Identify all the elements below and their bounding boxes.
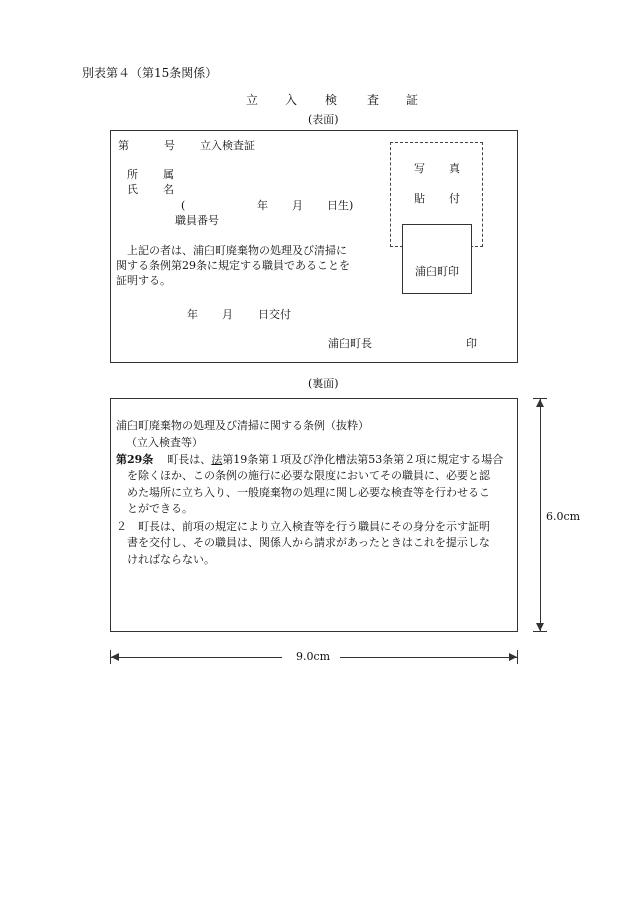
- article-text: 町長は、: [167, 453, 212, 466]
- birth-year: 年: [257, 199, 268, 212]
- seal-mark: 印: [466, 337, 477, 350]
- affiliation-label-2: 属: [163, 168, 174, 181]
- name-label-2: 名: [163, 183, 174, 196]
- article-line: とができる。: [127, 502, 193, 515]
- form-title-char: 立: [246, 93, 259, 107]
- form-title-char: 証: [406, 93, 419, 107]
- article-line: [116, 453, 503, 467]
- width-arrow-right: [509, 653, 517, 661]
- photo-text: 貼: [414, 192, 425, 205]
- issue-year: 年: [187, 308, 198, 321]
- birth-open-paren: (: [181, 199, 186, 212]
- affiliation-label-1: 所: [127, 168, 138, 181]
- issue-month: 月: [222, 308, 233, 321]
- width-dimension-line: [110, 657, 282, 658]
- issue-day: 日交付: [258, 308, 291, 321]
- article-line: めた場所に立ち入り、一般廃棄物の処理に関し必要な検査等を行わせるこ: [127, 486, 490, 499]
- height-dimension-tick: [533, 631, 547, 632]
- paragraph-2-line: ければならない。: [127, 553, 215, 566]
- height-dimension-label: 6.0cm: [546, 510, 581, 523]
- width-arrow-left: [111, 653, 119, 661]
- paragraph-2-line: ２ 町長は、前項の規定により立入検査等を行う職員にその身分を示す証明: [116, 520, 490, 533]
- number-suffix: 号: [164, 139, 175, 152]
- inspection-cert-title: 立入検査証: [200, 139, 255, 152]
- birth-month: 月: [292, 199, 303, 212]
- mayor-label: 浦臼町長: [328, 337, 372, 350]
- photo-text: 真: [449, 162, 460, 175]
- statement-line: 関する条例第29条に規定する職員であることを: [116, 259, 350, 272]
- annex-table-reference: 別表第４（第15条関係）: [82, 66, 218, 80]
- paragraph-2-line: 書を交付し、その職員は、関係人から請求があったときはこれを提示しな: [127, 536, 490, 549]
- section-heading: （立入検査等）: [126, 436, 203, 449]
- height-arrow-down: [536, 623, 544, 631]
- back-side-label: (裏面): [308, 377, 339, 390]
- article-text: 第19条第１項及び浄化槽法第53条第２項に規定する場合: [222, 453, 504, 466]
- height-arrow-up: [536, 399, 544, 407]
- front-side-label: (表面): [308, 113, 339, 126]
- article-label: 第29条: [116, 453, 154, 466]
- law-reference: 法: [211, 453, 223, 466]
- staff-number-label: 職員番号: [175, 214, 219, 227]
- town-seal-label: 浦臼町印: [415, 265, 459, 278]
- statement-line: 証明する。: [116, 274, 171, 287]
- birth-day: 日生): [327, 199, 354, 212]
- width-dimension-line: [340, 657, 518, 658]
- article-line: を除くほか、この条例の施行に必要な限度においてその職員に、必要と認: [127, 469, 490, 482]
- photo-text: 写: [414, 162, 425, 175]
- form-title-char: 検: [325, 93, 338, 107]
- ordinance-title: 浦臼町廃棄物の処理及び清掃に関する条例（抜粋）: [116, 419, 369, 432]
- town-seal-box: [402, 224, 472, 294]
- name-label-1: 氏: [127, 183, 138, 196]
- form-title-char: 入: [285, 93, 298, 107]
- form-title-char: 査: [367, 93, 380, 107]
- height-dimension-line: [540, 399, 541, 631]
- statement-line: 上記の者は、浦臼町廃棄物の処理及び清掃に: [127, 244, 347, 257]
- number-prefix: 第: [118, 139, 129, 152]
- width-dimension-label: 9.0cm: [296, 650, 331, 663]
- photo-text: 付: [449, 192, 460, 205]
